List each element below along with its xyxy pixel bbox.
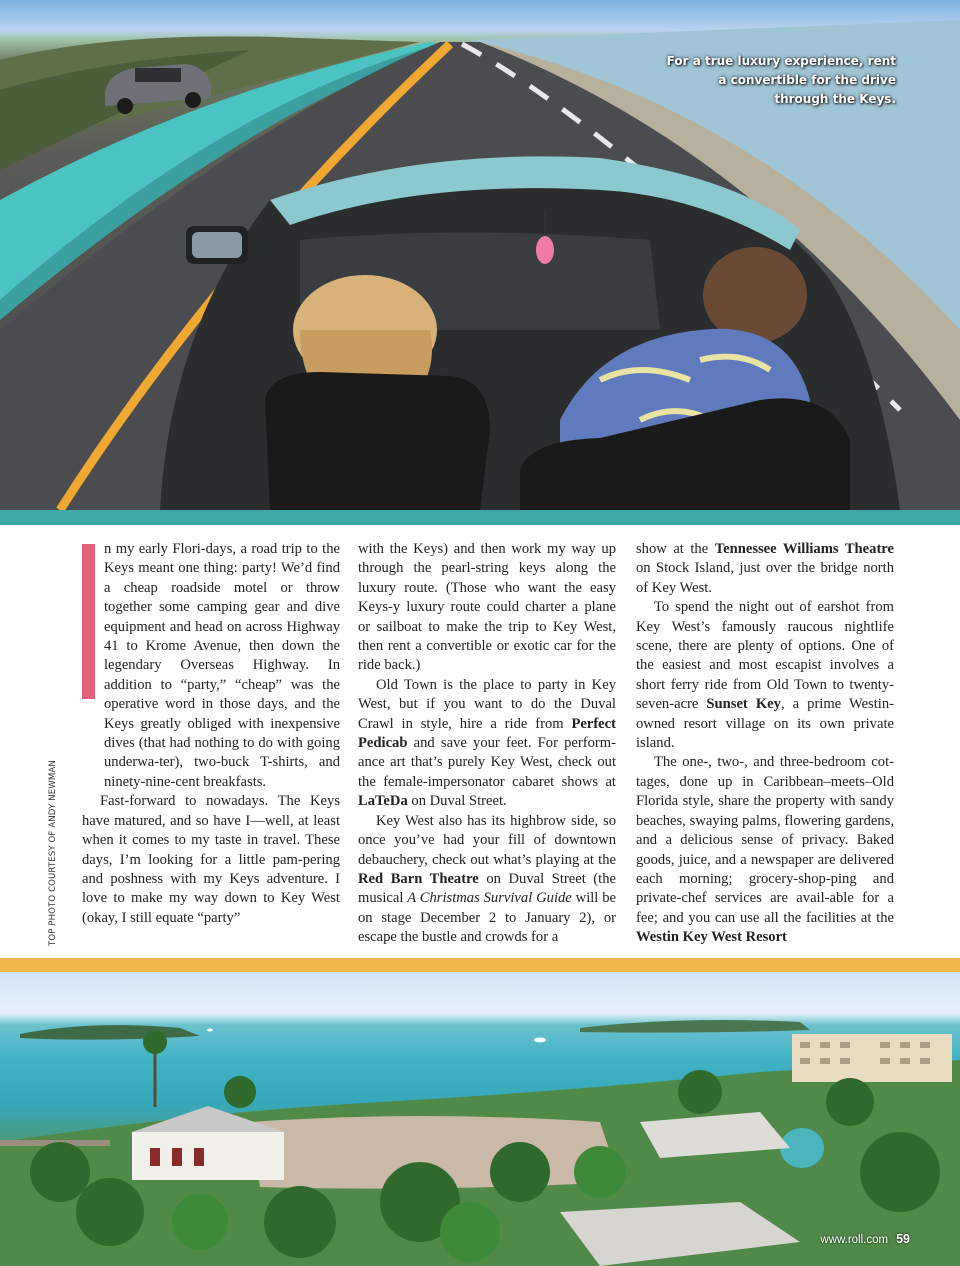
gold-divider-band	[0, 958, 960, 972]
article-paragraph: with the Keys) and then work my way up through the pearl-string keys along the luxury route. (Those who want the easy Keys-y luxury route could charter a plane or sailboat to make the trip to Key West, then rent a convertible or exotic car for the ride back.)	[358, 541, 616, 674]
venue-name: Perfect Pedicab	[358, 715, 616, 752]
article-paragraph	[358, 676, 616, 812]
photo-credit: TOP PHOTO COURTESY OF ANDY NEWMAN	[48, 760, 58, 946]
text-run: on Duval Street (the musical	[358, 870, 616, 907]
text-run: and save your feet. For perform-ance art that’s purely Key West, check out the female-impersonator cabaret shows at	[358, 735, 616, 790]
article-column-2	[358, 540, 616, 948]
text-run: show at the	[636, 541, 715, 557]
aerial-illustration	[0, 972, 960, 1266]
teal-divider-band	[0, 510, 960, 525]
page-folio	[820, 1232, 910, 1246]
article-paragraph	[636, 540, 894, 598]
venue-name: Westin Key West Resort	[636, 929, 787, 946]
text-run: on Duval Street.	[407, 793, 507, 810]
article-paragraph: Fast-forward to nowadays. The Keys have matured, and so have I—well, at least when it comes to my taste in travel. These days, I’m looking for a little pam-pering and poshness with my Keys adventure. I love to make my way down to Key West (okay, I still equate “party”	[82, 793, 340, 926]
venue-name: Red Barn Theatre	[358, 870, 479, 887]
text-run: The one-, two-, and three-bedroom cot-tages, done up in Caribbean–meets–Old Florida style, share the property with sandy beaches, swaying palms, flowering gardens, and a delicious sense of privacy. Baked goods, juice, and a newspaper are delivered each morning; grocery-shop-ping and private-chef services are avail-able for a fee; and you can use all the facilities at the	[636, 754, 894, 926]
text-run: Key West also has its highbrow side, so once you’ve had your fill of downtown debauchery, check out what’s playing at the	[358, 812, 616, 868]
bottom-photo-key-west-aerial	[0, 972, 960, 1266]
photo-caption: For a true luxury experience, rent a convertible for the drive through the Keys.	[666, 54, 896, 106]
article-column-3	[636, 540, 894, 948]
article-lead-paragraph	[82, 540, 340, 792]
footer-url: www.roll.com	[820, 1234, 889, 1246]
article-paragraph	[636, 753, 894, 947]
venue-name: Tennessee Williams Theatre	[714, 541, 894, 557]
venue-name: LaTeDa	[358, 793, 408, 810]
text-run: will be on stage December 2 to January 2), or escape the bustle and crowds for a	[358, 890, 616, 946]
venue-name: Sunset Key	[706, 696, 781, 713]
page-number: 59	[896, 1232, 910, 1246]
article-paragraph	[358, 812, 616, 948]
text-run: To spend the night out of earshot from Key West’s famously raucous nightlife scene, there are plenty of options. One of the easiest and most escapist involves a short ferry ride from Old Town to twenty-seven-acre	[636, 599, 894, 713]
text-run: Old Town is the place to party in Key West, but if you want to do the Duval Crawl in style, hire a ride from	[358, 676, 616, 732]
article-column-1	[82, 540, 340, 928]
article-paragraph	[636, 598, 894, 753]
text-run: , a prime Westin-owned resort village on its own private island.	[636, 696, 894, 752]
lead-text: n my early Flori-days, a road trip to the Keys meant one thing: party! We’d find a cheap roadside motel or throw together some camping gear and dive equipment and head on across Highway 41 to Krome Avenue, then down the legendary Overseas Highway. In addition to “party,” “cheap” was the operative word in those days, and the Keys greatly obliged with inexpensive dives (that had nothing to do with going underwa-ter), two-buck T-shirts, and ninety-nine-cent breakfasts.	[104, 541, 340, 790]
top-photo-convertible	[0, 0, 960, 510]
text-run: on Stock Island, just over the bridge north of Key West.	[636, 560, 894, 596]
show-title: A Christmas Survival Guide	[407, 890, 572, 907]
